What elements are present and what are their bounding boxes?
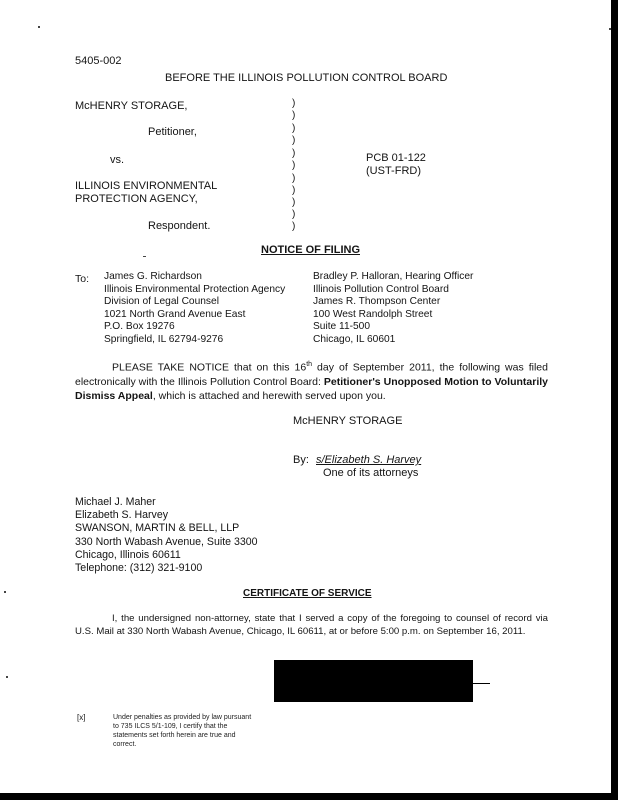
signature-party: McHENRY STORAGE: [293, 415, 403, 427]
scan-edge-right: [611, 0, 618, 800]
respondent-name-line2: PROTECTION AGENCY,: [75, 193, 198, 205]
petitioner-name: McHENRY STORAGE,: [75, 100, 188, 112]
caption-bracket: ): [292, 209, 296, 220]
footnote-checkbox: [x]: [77, 713, 86, 722]
recipient-block-agency: [104, 271, 285, 347]
notice-text: PLEASE TAKE NOTICE that on this 16: [112, 361, 307, 374]
board-title: BEFORE THE ILLINOIS POLLUTION CONTROL BOARD: [165, 72, 448, 84]
to-label: To:: [75, 273, 90, 285]
counsel-line: Elizabeth S. Harvey: [75, 509, 169, 522]
ordinal-suffix: th: [306, 361, 313, 368]
respondent-role: Respondent.: [148, 220, 211, 232]
notice-text: , which is attached and herewith served upon you.: [152, 389, 386, 402]
certificate-heading: CERTIFICATE OF SERVICE: [243, 588, 372, 599]
recipient-block-board: [313, 271, 473, 347]
counsel-line: SWANSON, MARTIN & BELL, LLP: [75, 522, 240, 535]
respondent-name-line1: ILLINOIS ENVIRONMENTAL: [75, 180, 218, 192]
recipient-line: Division of Legal Counsel: [104, 296, 219, 308]
petitioner-role: Petitioner,: [148, 126, 197, 138]
scan-speck: [6, 676, 8, 678]
signature-line: [473, 683, 490, 684]
case-type: (UST-FRD): [366, 165, 421, 177]
counsel-line: Chicago, Illinois 60611: [75, 548, 181, 561]
counsel-line: Michael J. Maher: [75, 496, 156, 508]
caption-bracket: ): [292, 98, 296, 109]
scan-edge-bottom: [0, 793, 618, 800]
recipient-line: James R. Thompson Center: [313, 296, 441, 308]
recipient-line: Chicago, IL 60601: [313, 333, 396, 345]
signature-role: One of its attorneys: [323, 467, 419, 479]
counsel-line: 330 North Wabash Avenue, Suite 3300: [75, 535, 258, 548]
caption-bracket: ): [292, 135, 296, 146]
notice-body: [75, 358, 548, 403]
caption-bracket: ): [292, 197, 296, 208]
redacted-signature: [274, 660, 473, 702]
caption-bracket: ): [292, 148, 296, 159]
signature-name: s/Elizabeth S. Harvey: [316, 454, 422, 466]
recipient-line: Illinois Pollution Control Board: [313, 283, 449, 295]
caption-bracket: ): [292, 123, 296, 134]
counsel-block: [75, 496, 258, 575]
recipient-line: Illinois Environmental Protection Agency: [104, 283, 286, 295]
footnote-text: Under penalties as provided by law pursuant to 735 ILCS 5/1-109, I certify that the statements set forth herein are true and correct.: [113, 714, 252, 748]
recipient-line: Springfield, IL 62794-9276: [104, 333, 224, 345]
notice-heading: NOTICE OF FILING: [261, 244, 360, 256]
document-number: 5405-002: [75, 55, 122, 67]
recipient-line: 100 West Randolph Street: [313, 308, 433, 320]
recipient-line: Bradley P. Halloran, Hearing Officer: [313, 271, 474, 282]
filed-document-title: Petitioner's Unopposed Motion to Voluntarily Dismiss Appeal: [75, 375, 549, 402]
scan-speck: [143, 256, 146, 257]
counsel-line: Telephone: (312) 321-9100: [75, 562, 203, 575]
notice-text: day of September 2011, the following was filed electronically with the Illinois Pollution Control Board:: [75, 361, 548, 388]
recipient-line: James G. Richardson: [104, 271, 202, 282]
recipient-line: 1021 North Grand Avenue East: [104, 308, 246, 320]
certificate-body: I, the undersigned non-attorney, state that I served a copy of the foregoing to counsel of record via U.S. Mail at 330 North Wabash Avenue, Chicago, IL 60611, at or before 5:00 p.m. on September 16, 2011.: [75, 613, 548, 637]
caption-bracket: ): [292, 110, 296, 121]
caption-bracket: ): [292, 173, 296, 184]
caption-bracket: ): [292, 185, 296, 196]
case-number: PCB 01-122: [366, 152, 426, 164]
recipient-line: Suite 11-500: [313, 321, 371, 333]
versus-label: vs.: [110, 154, 125, 166]
caption-bracket: ): [292, 221, 296, 232]
scan-speck: [38, 26, 40, 28]
scan-speck: [4, 591, 6, 593]
signature-by-label: By:: [293, 454, 309, 466]
recipient-line: P.O. Box 19276: [104, 321, 175, 333]
caption-bracket: ): [292, 160, 296, 171]
